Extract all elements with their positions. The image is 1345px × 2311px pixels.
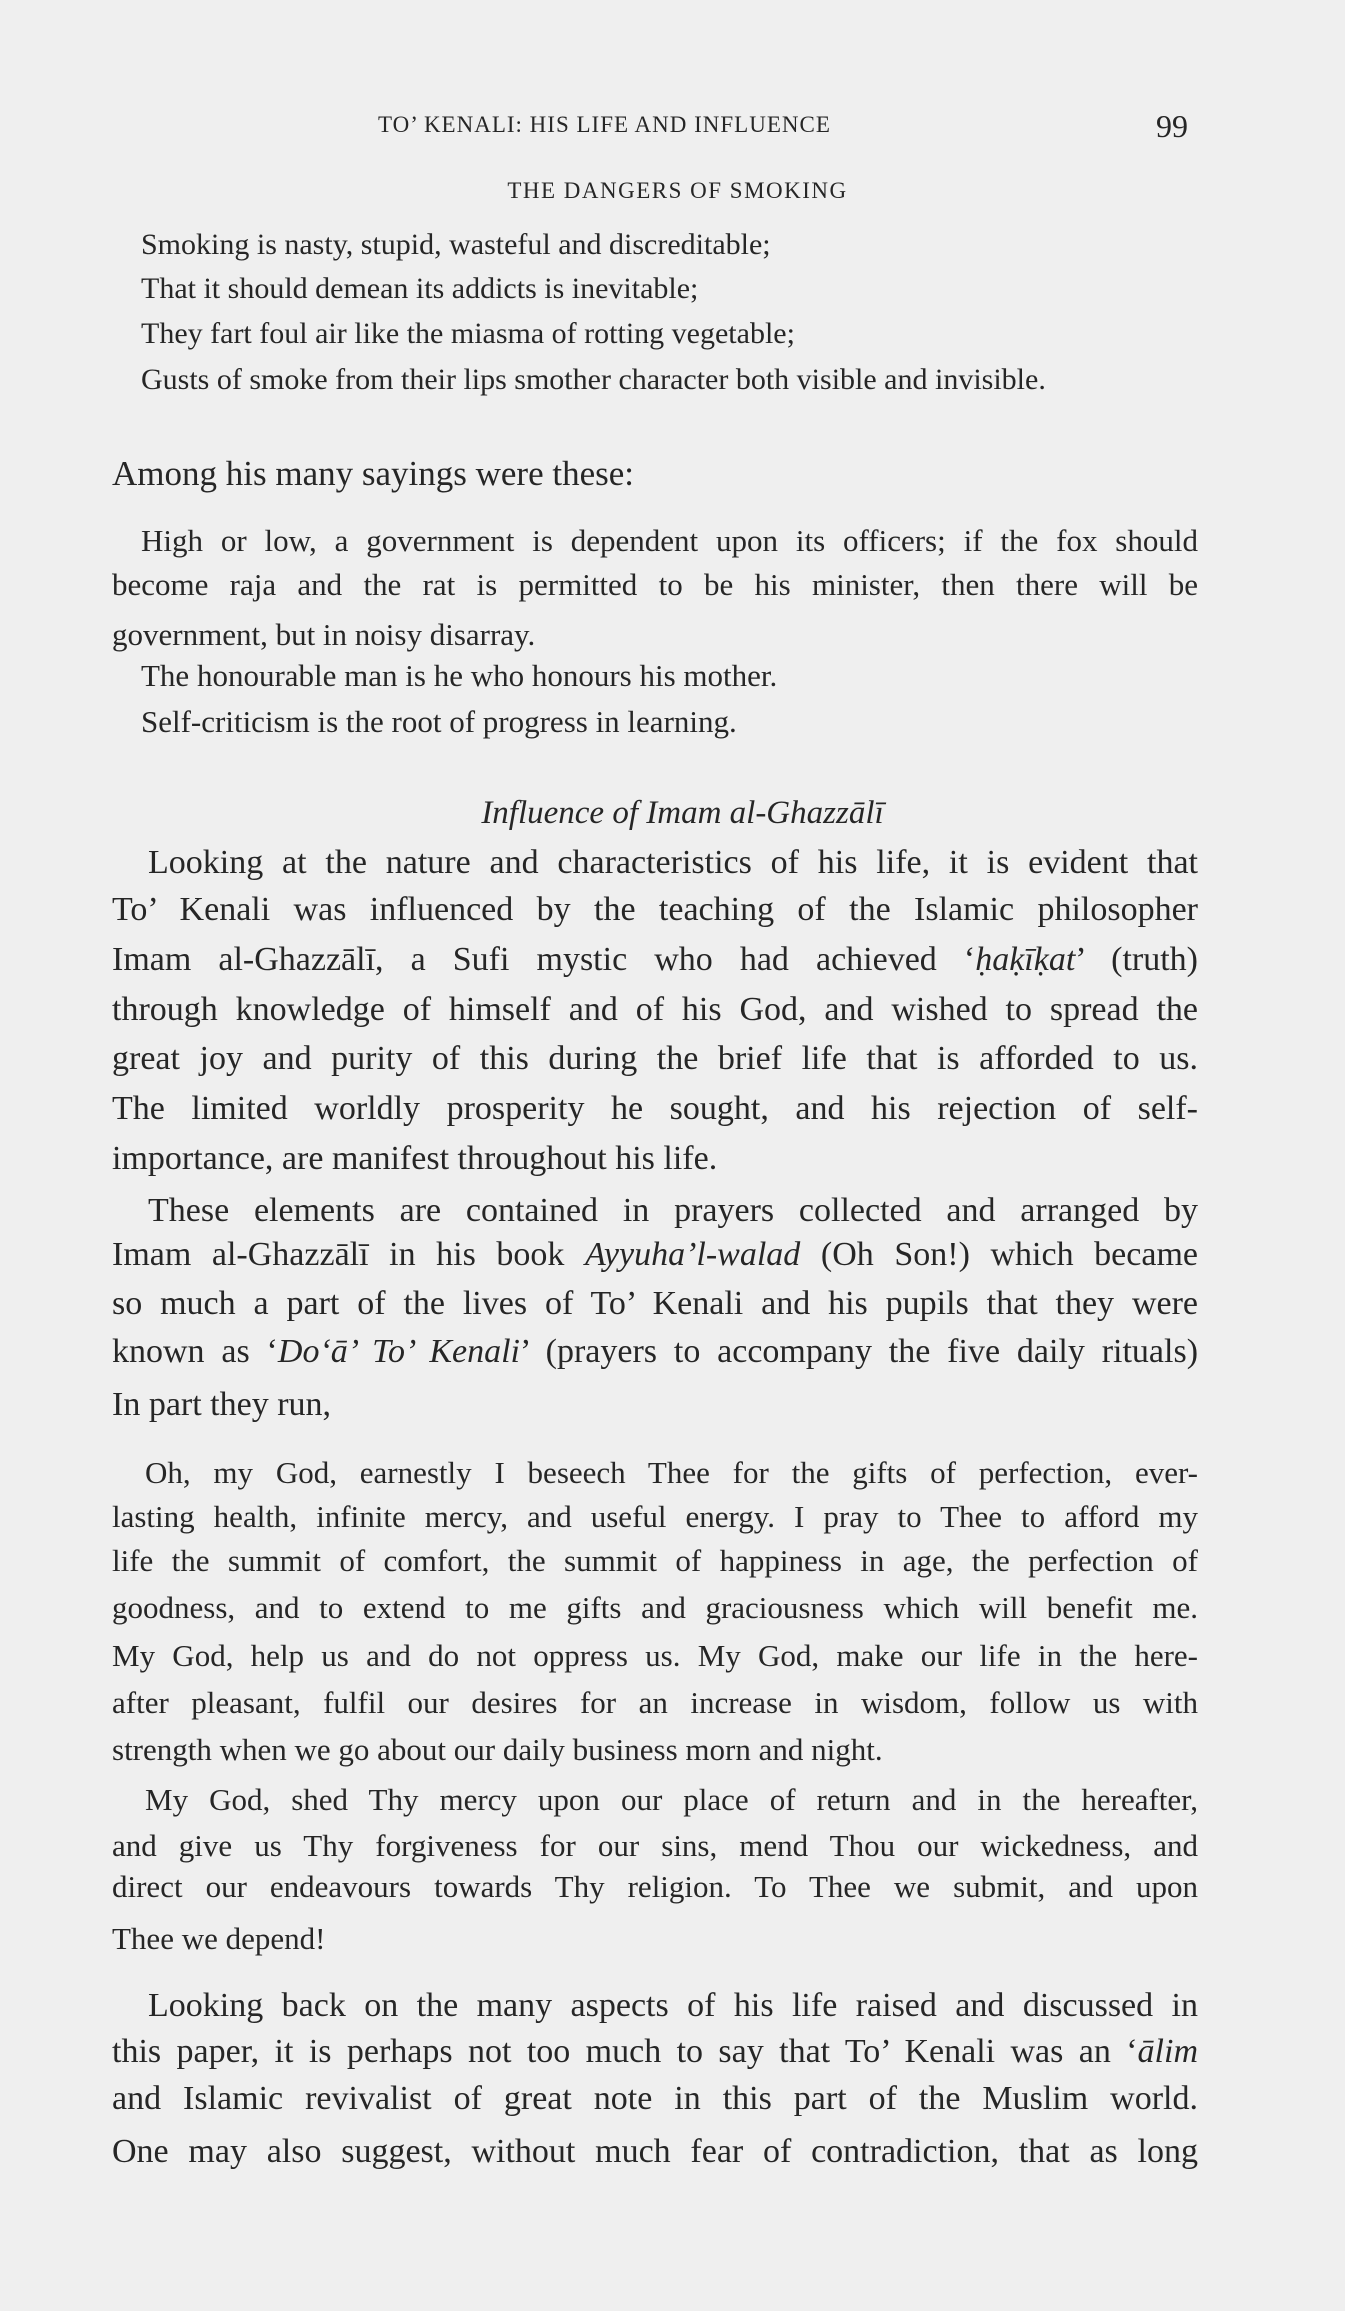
paragraph-line: [112, 1381, 331, 1429]
text-run: Imam al-Ghazzālī in his book: [112, 1236, 586, 1273]
paragraph-line: [112, 1085, 1198, 1133]
text-run: and Islamic revivalist of great note in this part of the Muslim world.: [112, 2080, 1198, 2117]
running-header: TO’ KENALI: HIS LIFE AND INFLUENCE: [378, 112, 831, 137]
text-run: ’ (prayers to accompany the five daily rituals): [520, 1333, 1198, 1370]
paragraph-line: [112, 1280, 1198, 1328]
text-run: direct our endeavours towards Thy religion. To Thee we submit, and upon: [112, 1869, 1198, 1904]
paragraph-line: [148, 839, 1198, 887]
prayer-line: [112, 1726, 883, 1774]
text-run: The honourable man is he who honours his mother.: [141, 658, 778, 693]
text-run: That it should demean its addicts is inevitable;: [141, 272, 699, 305]
text-run: Looking back on the many aspects of his life raised and discussed in: [148, 1987, 1198, 2024]
text-run: (Oh Son!) which became: [800, 1236, 1198, 1273]
text-run: In part they run,: [112, 1386, 332, 1423]
text-run: government, but in noisy disarray.: [112, 617, 536, 652]
prayer-line: [112, 1632, 1198, 1680]
poem-line: [141, 310, 795, 358]
text-run: One may also suggest, without much fear of contradiction, that as long: [112, 2133, 1198, 2170]
paragraph-line: [112, 1328, 1198, 1376]
paragraph-line: [148, 1187, 1198, 1235]
section-heading: Influence of Imam al-Ghazzālī: [481, 795, 884, 831]
text-run: life the summit of comfort, the summit of happiness in age, the perfection of: [112, 1543, 1198, 1578]
italic-term: ālim: [1137, 2033, 1198, 2070]
paragraph-line: [112, 886, 1198, 934]
text-run: strength when we go about our daily business morn and night.: [112, 1732, 883, 1767]
text-run: My God, shed Thy mercy upon our place of return and in the hereafter,: [145, 1782, 1198, 1817]
paragraph-line: [112, 986, 1198, 1034]
text-run: Imam al-Ghazzālī, a Sufi mystic who had achieved ‘: [112, 941, 976, 978]
text-run: after pleasant, fulfil our desires for an increase in wisdom, follow us with: [112, 1685, 1198, 1720]
text-run: Smoking is nasty, stupid, wasteful and discreditable;: [141, 228, 771, 261]
prayer-line: [112, 1537, 1198, 1585]
saying-line: [112, 561, 1198, 609]
poem-line: [141, 221, 771, 269]
text-run: ’ (truth): [1075, 941, 1198, 978]
saying-line: [141, 652, 777, 700]
prayer-line: [145, 1776, 1198, 1824]
poem-line: [141, 265, 698, 313]
text-run: The limited worldly prosperity he sought, and his rejection of self-: [112, 1090, 1198, 1127]
text-run: known as ‘: [112, 1333, 278, 1370]
poem-title: THE DANGERS OF SMOKING: [507, 178, 848, 203]
conclusion-line: [112, 2028, 1198, 2076]
text-run: They fart foul air like the miasma of rotting vegetable;: [141, 317, 795, 350]
text-run: Self-criticism is the root of progress in learning.: [141, 704, 737, 739]
conclusion-line: [148, 1982, 1198, 2030]
prayer-line: [112, 1679, 1198, 1727]
text-run: lasting health, infinite mercy, and useful energy. I pray to Thee to afford my: [112, 1499, 1198, 1534]
page-number: 99: [1156, 108, 1188, 144]
text-run: Gusts of smoke from their lips smother character both visible and invisible.: [141, 363, 1046, 396]
saying-line: [141, 698, 737, 746]
paragraph-line: [112, 1135, 717, 1183]
paragraph-line: [112, 936, 1198, 984]
text-run: this paper, it is perhaps not too much to say that To’ Kenali was an ‘: [112, 2033, 1138, 2070]
text-run: Oh, my God, earnestly I beseech Thee for the gifts of perfection, ever-: [145, 1455, 1198, 1490]
paragraph-line: [112, 1035, 1198, 1083]
prayer-line: [112, 1584, 1198, 1632]
text-run: become raja and the rat is permitted to be his minister, then there will be: [112, 567, 1198, 602]
text-run: To’ Kenali was influenced by the teaching of the Islamic philosopher: [112, 891, 1198, 928]
conclusion-line: [112, 2128, 1198, 2176]
text-run: Looking at the nature and characteristics of his life, it is evident that: [148, 844, 1198, 881]
intro-line: [112, 450, 634, 498]
prayer-line: [145, 1449, 1198, 1497]
conclusion-line: [112, 2075, 1198, 2123]
saying-line: [141, 517, 1198, 565]
text-run: great joy and purity of this during the brief life that is afforded to us.: [112, 1040, 1198, 1077]
prayer-line: [112, 1915, 325, 1963]
text-run: through knowledge of himself and of his God, and wished to spread the: [112, 991, 1198, 1028]
italic-term: ḥaḳīḳat: [975, 941, 1076, 978]
italic-term: Ayyuha’l-walad: [585, 1236, 801, 1273]
text-run: so much a part of the lives of To’ Kenali and his pupils that they were: [112, 1285, 1198, 1322]
text-run: goodness, and to extend to me gifts and graciousness which will benefit me.: [112, 1590, 1198, 1625]
prayer-line: [112, 1863, 1198, 1911]
paragraph-line: [112, 1231, 1198, 1279]
text-run: These elements are contained in prayers collected and arranged by: [148, 1192, 1198, 1229]
text-run: and give us Thy forgiveness for our sins, mend Thou our wickedness, and: [112, 1828, 1198, 1863]
text-run: Among his many sayings were these:: [112, 454, 634, 493]
text-run: My God, help us and do not oppress us. My God, make our life in the here-: [112, 1638, 1198, 1673]
poem-line: [141, 356, 1046, 404]
prayer-line: [112, 1493, 1198, 1541]
italic-term: Do‘ā’ To’ Kenali: [277, 1333, 521, 1370]
text-run: High or low, a government is dependent upon its officers; if the fox should: [141, 523, 1198, 558]
text-run: Thee we depend!: [112, 1921, 326, 1956]
text-run: importance, are manifest throughout his life.: [112, 1140, 718, 1177]
